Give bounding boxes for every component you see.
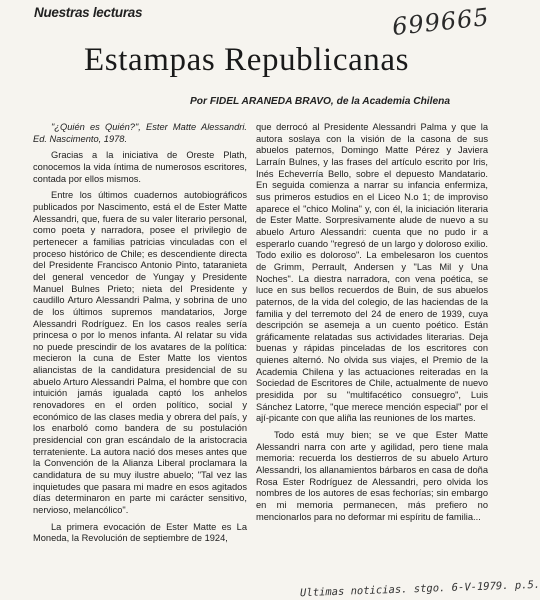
paragraph: que derrocó al Presidente Alessandri Palma y que la autora soslaya con la visión de la casona de sus abuelos paternos, Domingo Matte Pérez y Javiera Larraín Bulnes, y las frases del artículo escrito por Iris, Inés Echeverría Bello, sobre el depuesto Mandatario. En seguida comienza a narrar su infancia enfermiza, sus primeros estudios en el Liceo N.o 1; de improviso aparece el "chico Molina" y, con él, la iniciación literaria de Ester Matte. Sorpresivamente alude de nuevo a su abuelo Arturo Alessandri: cuenta que no pudo ir a esperarlo cuando "regresó de un largo y doloroso exilio. Todo exilio es doloroso". La embelesaron los cuentos de Grimm, Perrault, Andersen y "Las Mil y Una Noches". La diestra narradora, con vena poética, se luce en sus bellos recuerdos de Buin, de sus abuelos paternos, de la vida del colegio, de las haciendas de la familia y del terremoto del 24 de enero de 1939, cuya descripción se asemeja a un cuento poético. Están gráficamente relatadas sus actividades literarias. Deja buenas y rápidas pinceladas de los escritores con quienes alternó. No olvida sus viajes, el Premio de la Academia Chilena y las actuaciones reiteradas en la Sociedad de Escritores de Chile, actualmente de nuevo presidida por su "multifacético consuegro", Luis Sánchez Latorre, "que merece mención especial" por el ají-picante con que aliña las reuniones de los martes. bbox=[256, 122, 488, 424]
handwritten-catalog-number: 699665 bbox=[390, 2, 491, 42]
book-citation: "¿Quién es Quién?", Ester Matte Alessandri. Ed. Nascimento, 1978. bbox=[33, 122, 247, 144]
paragraph: La primera evocación de Ester Matte es La Moneda, la Revolución de septiembre de 1924, bbox=[33, 521, 247, 544]
article-column-right bbox=[256, 122, 488, 528]
section-label: Nuestras lecturas bbox=[34, 5, 143, 20]
handwritten-source-note: Ultimas noticias. stgo. 6-V-1979. p.5. bbox=[299, 578, 540, 600]
paragraph: Gracias a la iniciativa de Oreste Plath, conocemos la vida íntima de numerosos escritores, contada por ellos mismos. bbox=[33, 150, 247, 184]
article-byline: Por FIDEL ARANEDA BRAVO, de la Academia Chilena bbox=[190, 96, 451, 107]
article-column-left bbox=[33, 122, 247, 550]
paragraph: Entre los últimos cuadernos autobiográficos publicados por Nascimento, está el de Ester Matte Alessandri, que, fuera de su valer literario personal, como poeta y narradora, posee el privilegio de pertenecer a familias patricias vinculadas con el proceso histórico de Chile; es descendiente directa del Presidente Francisco Antonio Pinto, tataranieta del general vencedor de Yungay y Presidente Manuel Bulnes Prieto; nieta del Presidente y caudillo Arturo Alessandri Palma, y sobrina de uno de los últimos supremos mandatarios, Jorge Alessandri Rodríguez. En los casos reales sería princesa o por lo menos infanta. Al relatar su vida no puede prescindir de los avatares de la política: mecieron la cuna de Ester Matte los vientos aliancistas de la candidatura presidencial de su abuelo Arturo Alessandri Palma, el hombre que con intuición jamás igualada captó los anhelos renovadores en el orden político, social y económico de las clases media y obrera del país, y los enarboló como bandera de su postulación presidencial con gran escándalo de la aristocracia terrateniente. La autora nació dos meses antes que la Convención de la Alianza Liberal proclamara la candidatura de su muy ilustre abuelo; "Tal vez las inquietudes que pasara mi madre en esos agitados días determinaron en parte mi carácter sensitivo, nervioso, melancólico". bbox=[33, 190, 247, 515]
paragraph: Todo está muy bien; se ve que Ester Matte Alessandri narra con arte y agilidad, pero tiene mala memoria: recuerda los destierros de su abuelo Arturo Alessandri, los allanamientos bárbaros en casa de doña Rosa Ester Rodríguez de Alessandri, pero olvida los nombres de los autores de esas fechorías; sin embargo en mi memoria permanecen, más prefiero no mencionarlos para no deformar mi espíritu de familia... bbox=[256, 430, 488, 522]
article-title: Estampas Republicanas bbox=[84, 42, 410, 78]
